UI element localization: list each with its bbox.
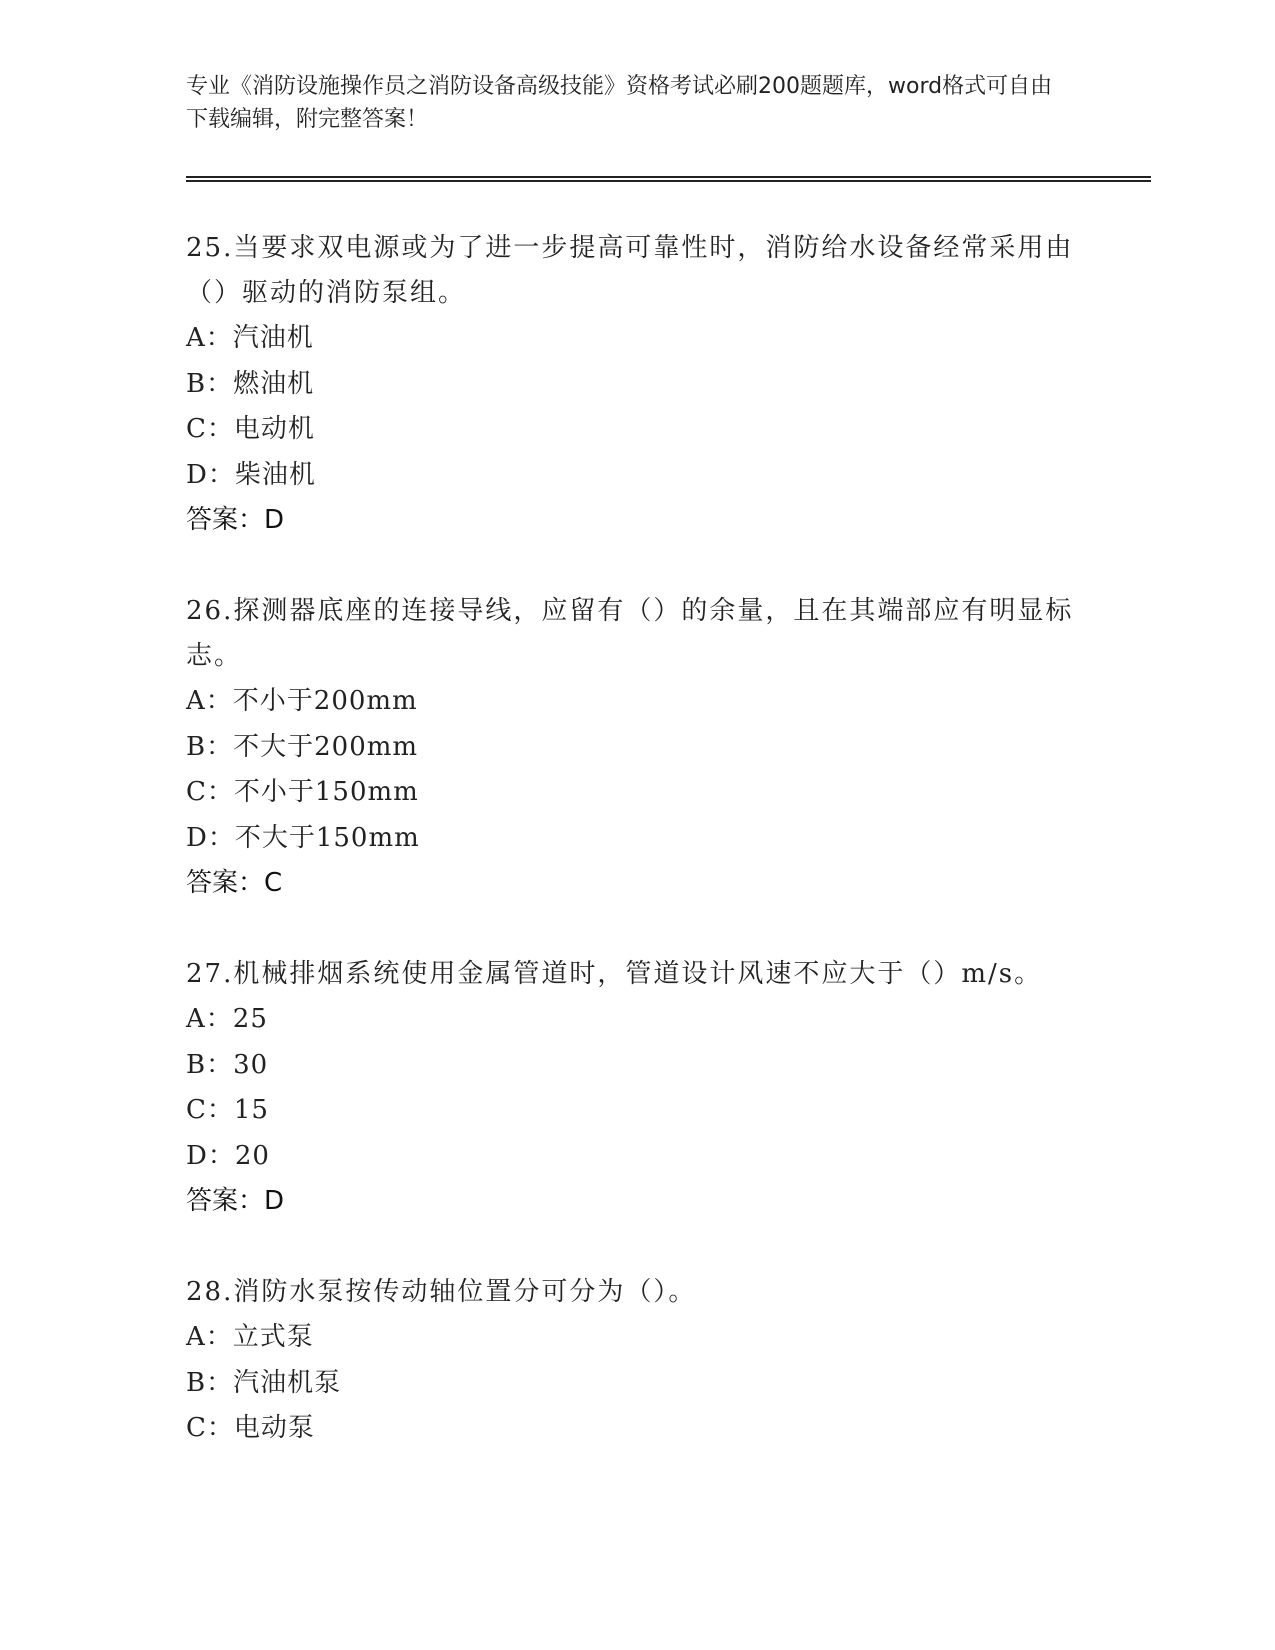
question-25 [186,226,1086,543]
answer-line: 答案：D [186,505,285,535]
question-27 [186,952,1086,1224]
option-a: A：25 [186,1004,268,1034]
option-c: C：电动泵 [186,1413,315,1443]
option-d: D：20 [186,1140,270,1171]
question-text: 27.机械排烟系统使用金属管道时，管道设计风速不应大于（）m/s。 [186,959,1043,989]
option-c: C：电动机 [186,414,315,444]
answer-line: 答案：C [186,868,283,898]
option-c: C：不小于150mm [186,777,419,807]
question-text: 28.消防水泵按传动轴位置分可分为（）。 [186,1277,697,1307]
question-28 [186,1270,1086,1452]
option-d: D：不大于150mm [186,822,420,853]
header-double-rule [186,176,1151,182]
option-b: B：燃油机 [186,368,315,399]
option-b: B：30 [186,1049,269,1080]
option-a: A：不小于200mm [186,686,418,716]
option-a: A：汽油机 [186,323,314,353]
question-26 [186,589,1086,906]
option-b: B：不大于200mm [186,731,419,762]
question-text: 26.探测器底座的连接导线，应留有（）的余量，且在其端部应有明显标志。 [186,596,1074,671]
option-c: C：15 [186,1095,269,1125]
answer-line: 答案：D [186,1186,285,1216]
question-text: 25.当要求双电源或为了进一步提高可靠性时，消防给水设备经常采用由（）驱动的消防泵组。 [186,233,1074,308]
option-d: D：柴油机 [186,459,316,490]
document-header: 专业《消防设施操作员之消防设备高级技能》资格考试必刷200题题库，word格式可自由下载编辑，附完整答案！ [186,74,1053,132]
option-b: B：汽油机泵 [186,1367,342,1398]
option-a: A：立式泵 [186,1322,314,1352]
